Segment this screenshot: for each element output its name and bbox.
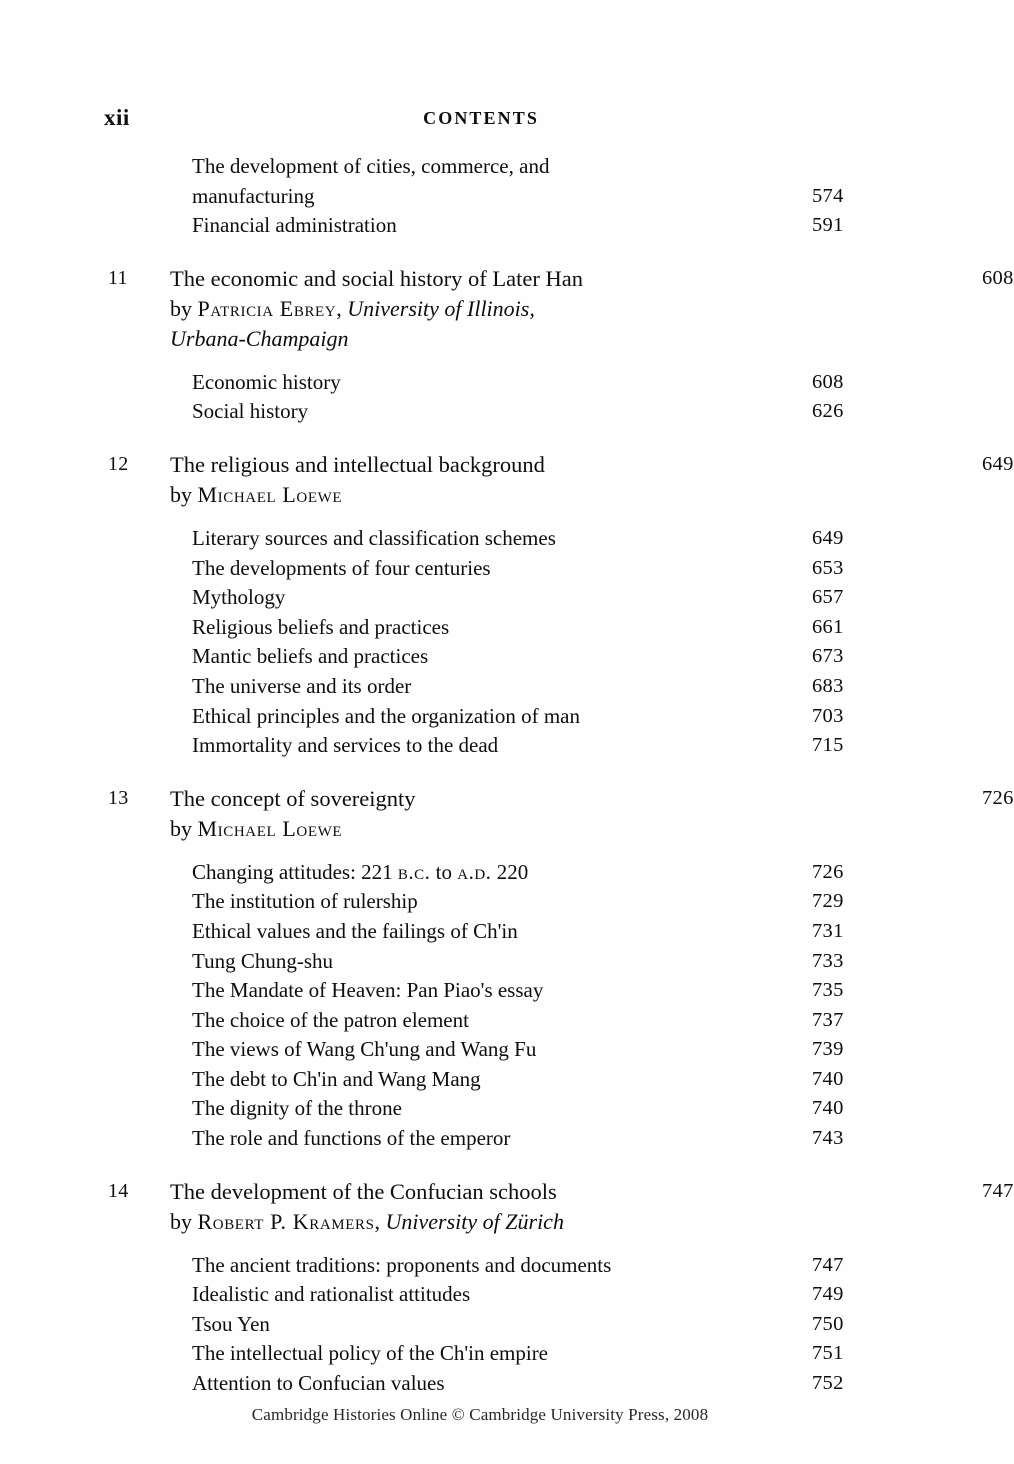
toc-entry-title: The development of cities, commerce, and [192,154,550,178]
toc-entry-title: Mantic beliefs and practices [192,644,429,669]
toc-entry-title-continued: manufacturing [192,183,315,208]
section-spacer [0,761,960,783]
entry-page-number: 731 [812,919,844,942]
entry-page-number: 653 [812,556,844,579]
toc-entry-title: The universe and its order [192,673,412,698]
entry-page-number: 750 [812,1312,844,1335]
toc-entry-title: Financial administration [192,213,397,238]
byline-label: by [170,815,198,841]
toc-entry-title: Mythology [192,585,286,610]
toc-entry[interactable] [0,1006,960,1036]
continued-entry-list [0,152,960,241]
chapter-title: The economic and social history of Later Han [170,265,583,291]
byline-label: by [170,1208,198,1234]
toc-entry[interactable] [0,524,960,554]
chapter-page-number: 608 [982,266,1014,289]
toc-entry-title: Ethical values and the failings of Ch'in [192,918,518,943]
toc-entry[interactable] [0,1124,960,1154]
entry-page-number: 649 [812,526,844,549]
toc-entry-title: Ethical principles and the organization of man [192,703,580,728]
chapter-affiliation: University of Illinois, [347,295,535,321]
toc-entry[interactable] [0,642,960,672]
entry-page-number: 752 [812,1372,844,1395]
entry-page-number: 703 [812,704,844,727]
chapter-title-line [170,783,1014,814]
toc-entry[interactable] [0,917,960,947]
toc-entry-title: Idealistic and rationalist attitudes [192,1282,471,1307]
entry-page-number: 737 [812,1008,844,1031]
chapter-byline: by Patricia Ebrey, University of Illinois, [170,295,535,321]
entry-page-number: 749 [812,1283,844,1306]
toc-entry-title: The developments of four centuries [192,555,491,580]
toc-entry-title: The institution of rulership [192,889,418,914]
toc-entry-title: The dignity of the throne [192,1096,402,1121]
chapter-page-number: 649 [982,452,1014,475]
era-abbreviation: a.d. [457,859,492,884]
entry-page-number: 574 [812,184,844,207]
entry-page-number: 729 [812,890,844,913]
chapter-author: Michael Loewe [197,481,343,507]
toc-entry-title: Changing attitudes: 221 b.c. to a.d. 220 [192,859,529,884]
toc-entry-title: The debt to Ch'in and Wang Mang [192,1066,481,1091]
chapter-title: The development of the Confucian schools [170,1178,557,1204]
chapter-entry-list [0,524,960,761]
chapter-page-number: 747 [982,1179,1014,1202]
toc-entry[interactable] [0,1280,960,1310]
page-folio: xii [104,105,130,130]
entry-page-number: 743 [812,1127,844,1150]
toc-entry[interactable] [0,1035,960,1065]
chapter-affiliation: University of Zürich [385,1208,564,1234]
section-spacer [0,427,960,449]
toc-entry[interactable] [0,1094,960,1124]
chapter-byline: by Robert P. Kramers, University of Zürich [170,1208,564,1234]
chapter-heading[interactable] [0,783,1014,844]
chapter-author: Michael Loewe [197,815,343,841]
toc-entry-title: Attention to Confucian values [192,1371,445,1396]
chapter-number: 13 [108,786,129,809]
toc-entry[interactable] [0,368,960,398]
chapter-page-number: 726 [982,786,1014,809]
toc-entry-title: The role and functions of the emperor [192,1126,511,1151]
chapter-byline [170,814,870,844]
entry-page-number: 591 [812,214,844,237]
entry-page-number: 608 [812,370,844,393]
toc-entry[interactable] [0,613,960,643]
toc-entry-title: The ancient traditions: proponents and documents [192,1252,612,1277]
toc-entry[interactable] [0,1251,960,1281]
chapter-author: Patricia Ebrey [197,295,337,321]
chapter-title-line [170,1176,1014,1207]
entry-page-number: 661 [812,615,844,638]
toc-entry[interactable] [0,397,960,427]
entry-page-number: 726 [812,860,844,883]
toc-entry-title: Social history [192,399,309,424]
entry-page-number: 657 [812,586,844,609]
chapter-heading[interactable] [0,263,1014,354]
toc-entry-title: Economic history [192,369,341,394]
entry-page-number: 673 [812,645,844,668]
era-abbreviation: b.c. [397,859,431,884]
chapter-group [0,263,1014,427]
toc-entry[interactable] [0,672,960,702]
toc-entry[interactable] [0,731,960,761]
toc-entry[interactable] [0,211,960,241]
toc-entry[interactable] [0,1369,960,1399]
byline-label: by [170,481,198,507]
chapter-heading[interactable] [0,449,1014,510]
chapter-number: 14 [108,1179,129,1202]
toc-entry-title: Tung Chung-shu [192,948,334,973]
chapter-entry-list [0,1251,960,1399]
entry-page-number: 740 [812,1067,844,1090]
chapter-title: The religious and intellectual background [170,451,545,477]
chapter-entry-list [0,368,960,427]
chapter-number: 12 [108,452,129,475]
chapter-number: 11 [108,266,128,289]
chapter-heading[interactable] [0,1176,1014,1237]
toc-entry-title: Immortality and services to the dead [192,733,499,758]
section-spacer [0,1154,960,1176]
entry-page-number: 733 [812,949,844,972]
entry-page-number: 751 [812,1342,844,1365]
chapter-group [0,783,1014,1154]
toc-entry[interactable] [0,887,960,917]
toc-entry[interactable] [0,858,960,888]
entry-page-number: 715 [812,734,844,757]
chapter-author: Robert P. Kramers [197,1208,375,1234]
chapter-title-line [170,449,1014,480]
toc-entry[interactable] [0,1065,960,1095]
chapter-title: The concept of sovereignty [170,785,416,811]
toc-entry[interactable] [0,1339,960,1369]
page-title: CONTENTS [423,108,539,128]
chapter-affiliation-continued: Urbana-Champaign [170,325,349,351]
toc-entry[interactable] [0,554,960,584]
chapter-byline [170,480,870,510]
toc-entry[interactable] [0,947,960,977]
toc-entry-title: The views of Wang Ch'ung and Wang Fu [192,1037,537,1062]
entry-page-number: 739 [812,1038,844,1061]
toc-entry-title: Tsou Yen [192,1311,270,1336]
entry-page-number: 747 [812,1253,844,1276]
toc-entry-title: The intellectual policy of the Ch'in empire [192,1341,549,1366]
chapter-title-line [170,263,1014,294]
toc-entry-title: The Mandate of Heaven: Pan Piao's essay [192,978,544,1003]
chapter-group [0,1176,1014,1399]
toc-entry-title: Religious beliefs and practices [192,614,450,639]
section-spacer [0,241,960,263]
toc-entry-title: Literary sources and classification schemes [192,525,556,550]
chapter-entry-list [0,858,960,1154]
entry-page-number: 740 [812,1097,844,1120]
running-head [0,104,960,134]
toc-entry-title: The choice of the patron element [192,1007,469,1032]
entry-page-number: 735 [812,979,844,1002]
entry-page-number: 683 [812,674,844,697]
toc-entry[interactable] [0,1310,960,1340]
toc-entry[interactable] [0,976,960,1006]
toc-entry[interactable] [0,152,960,211]
byline-label: by [170,295,198,321]
toc-entry[interactable] [0,702,960,732]
toc-entry[interactable] [0,583,960,613]
table-of-contents [0,152,1014,1399]
chapter-group [0,449,1014,761]
entry-page-number: 626 [812,400,844,423]
footer-credit: Cambridge Histories Online © Cambridge University Press, 2008 [251,1405,709,1424]
